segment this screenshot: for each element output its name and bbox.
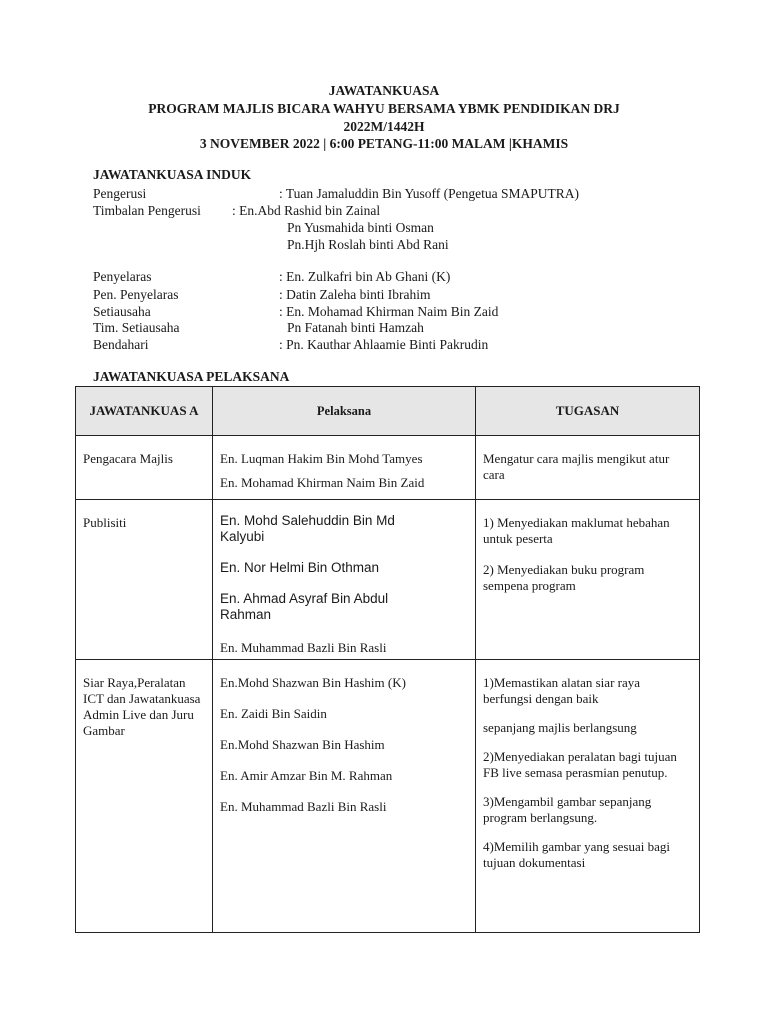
- table-row: [76, 500, 700, 660]
- members-cell: [213, 436, 476, 500]
- induk-value: : Datin Zaleha binti Ibrahim: [279, 287, 431, 302]
- role-text: Pengacara Majlis: [83, 451, 173, 466]
- induk-value: : En. Mohamad Khirman Naim Bin Zaid: [279, 304, 499, 319]
- task-text: 4)Memilih gambar yang sesuai bagi tujuan dokumentasi: [483, 839, 671, 870]
- column-header: Pelaksana: [213, 387, 476, 436]
- task-text: 2) Menyediakan buku program sempena program: [483, 562, 645, 593]
- induk-label: Timbalan Pengerusi: [93, 203, 201, 218]
- task-text: 1)Memastikan alatan siar raya berfungsi dengan baik: [483, 675, 641, 706]
- member-name: En. Mohd Salehuddin Bin Md Kalyubi: [220, 513, 395, 544]
- induk-value: Pn Yusmahida binti Osman: [287, 220, 434, 235]
- task-text: sepanjang majlis berlangsung: [483, 720, 637, 735]
- member-name: En. Ahmad Asyraf Bin Abdul Rahman: [220, 591, 389, 622]
- member-name: En. Muhammad Bazli Bin Rasli: [220, 640, 387, 655]
- role-text: Siar Raya,Peralatan ICT dan Jawatankuasa Admin Live dan Juru Gambar: [83, 675, 201, 738]
- induk-value: : Pn. Kauthar Ahlaamie Binti Pakrudin: [279, 337, 489, 352]
- tasks-cell: [476, 500, 700, 660]
- role-cell: [76, 660, 213, 933]
- program-title: PROGRAM MAJLIS BICARA WAHYU BERSAMA YBMK PENDIDIKAN DRJ: [148, 101, 620, 116]
- induk-label: Pengerusi: [93, 186, 147, 201]
- member-name: En. Amir Amzar Bin M. Rahman: [220, 768, 393, 783]
- task-text: 1) Menyediakan maklumat hebahan untuk peserta: [483, 515, 670, 546]
- induk-label: Pen. Penyelaras: [93, 287, 179, 302]
- induk-label: Penyelaras: [93, 269, 152, 284]
- member-name: En. Luqman Hakim Bin Mohd Tamyes: [220, 451, 423, 466]
- induk-label: Bendahari: [93, 337, 149, 352]
- induk-value: Pn Fatanah binti Hamzah: [287, 320, 424, 335]
- doc-title: JAWATANKUASA: [328, 83, 440, 98]
- table-row: [76, 660, 700, 933]
- task-text: 2)Menyediakan peralatan bagi tujuan FB live semasa perasmian penutup.: [483, 749, 677, 780]
- member-name: En. Muhammad Bazli Bin Rasli: [220, 799, 387, 814]
- task-text: Mengatur cara majlis mengikut atur cara: [483, 451, 670, 482]
- column-header: JAWATANKUAS A: [76, 387, 213, 436]
- member-name: En. Nor Helmi Bin Othman: [220, 560, 380, 575]
- induk-value: : En. Zulkafri bin Ab Ghani (K): [279, 269, 451, 284]
- member-name: En. Mohamad Khirman Naim Bin Zaid: [220, 475, 425, 490]
- induk-heading: JAWATANKUASA INDUK: [93, 167, 252, 182]
- task-text: 3)Mengambil gambar sepanjang program berlangsung.: [483, 794, 652, 825]
- column-header: TUGASAN: [476, 387, 700, 436]
- member-name: En. Zaidi Bin Saidin: [220, 706, 327, 721]
- induk-value: : En.Abd Rashid bin Zainal: [232, 203, 381, 218]
- role-cell: [76, 500, 213, 660]
- pelaksana-heading: JAWATANKUASA PELAKSANA: [93, 369, 290, 384]
- pelaksana-table: [75, 386, 700, 933]
- member-name: En.Mohd Shazwan Bin Hashim (K): [220, 675, 406, 690]
- table-row: [76, 436, 700, 500]
- induk-label: Tim. Setiausaha: [93, 320, 180, 335]
- tasks-cell: [476, 436, 700, 500]
- program-year: 2022M/1442H: [343, 119, 425, 134]
- induk-label: Setiausaha: [93, 304, 151, 319]
- induk-value: Pn.Hjh Roslah binti Abd Rani: [287, 237, 449, 252]
- tasks-cell: [476, 660, 700, 933]
- members-cell: [213, 500, 476, 660]
- members-cell: [213, 660, 476, 933]
- table-header-row: [76, 387, 700, 436]
- induk-value: : Tuan Jamaluddin Bin Yusoff (Pengetua SMAPUTRA): [279, 186, 580, 201]
- role-text: Publisiti: [83, 515, 127, 530]
- role-cell: [76, 436, 213, 500]
- program-date: 3 NOVEMBER 2022 | 6:00 PETANG-11:00 MALAM |KHAMIS: [199, 136, 569, 151]
- member-name: En.Mohd Shazwan Bin Hashim: [220, 737, 385, 752]
